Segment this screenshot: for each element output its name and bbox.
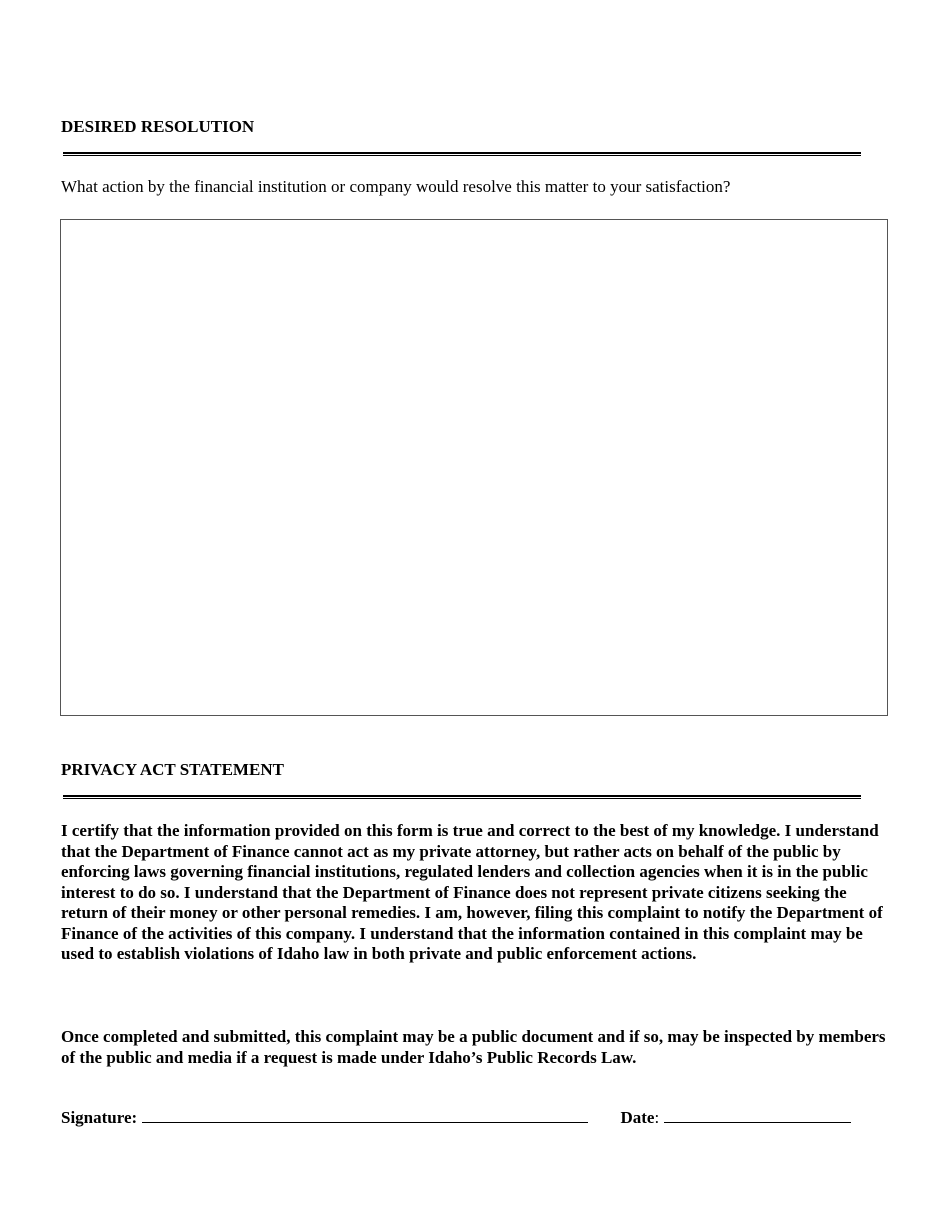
signature-row [61,1108,851,1128]
date-colon: : [654,1108,660,1127]
signature-label: Signature: [61,1108,138,1127]
certification-paragraph: I certify that the information provided on this form is true and correct to the best of my knowledge. I understand that the Department of Finance cannot act as my private attorney, but rather acts on behalf of the public by enforcing laws governing financial institutions, regulated lenders and collection agencies when it is in the public interest to do so. I understand that the Department of Finance does not represent private citizens seeking the return of their money or other personal remedies. I am, however, filing this complaint to notify the Department of Finance of the activities of this company. I understand that the information contained in this complaint may be used to establish violations of Idaho law in both private and public enforcement actions. [61,821,883,963]
resolution-divider [63,152,861,156]
privacy-divider [63,795,861,799]
privacy-act-heading: PRIVACY ACT STATEMENT [61,760,284,779]
resolution-answer-box[interactable] [60,219,888,716]
public-record-notice: Once completed and submitted, this complaint may be a public document and if so, may be inspected by members of the public and media if a request is made under Idaho’s Public Records Law. [61,1027,886,1067]
desired-resolution-heading: DESIRED RESOLUTION [61,117,255,136]
date-label: Date [620,1108,655,1127]
date-line[interactable] [664,1108,851,1123]
resolution-question: What action by the financial institution or company would resolve this matter to your satisfaction? [61,177,731,196]
date-block [620,1108,851,1128]
signature-line[interactable] [142,1108,588,1123]
